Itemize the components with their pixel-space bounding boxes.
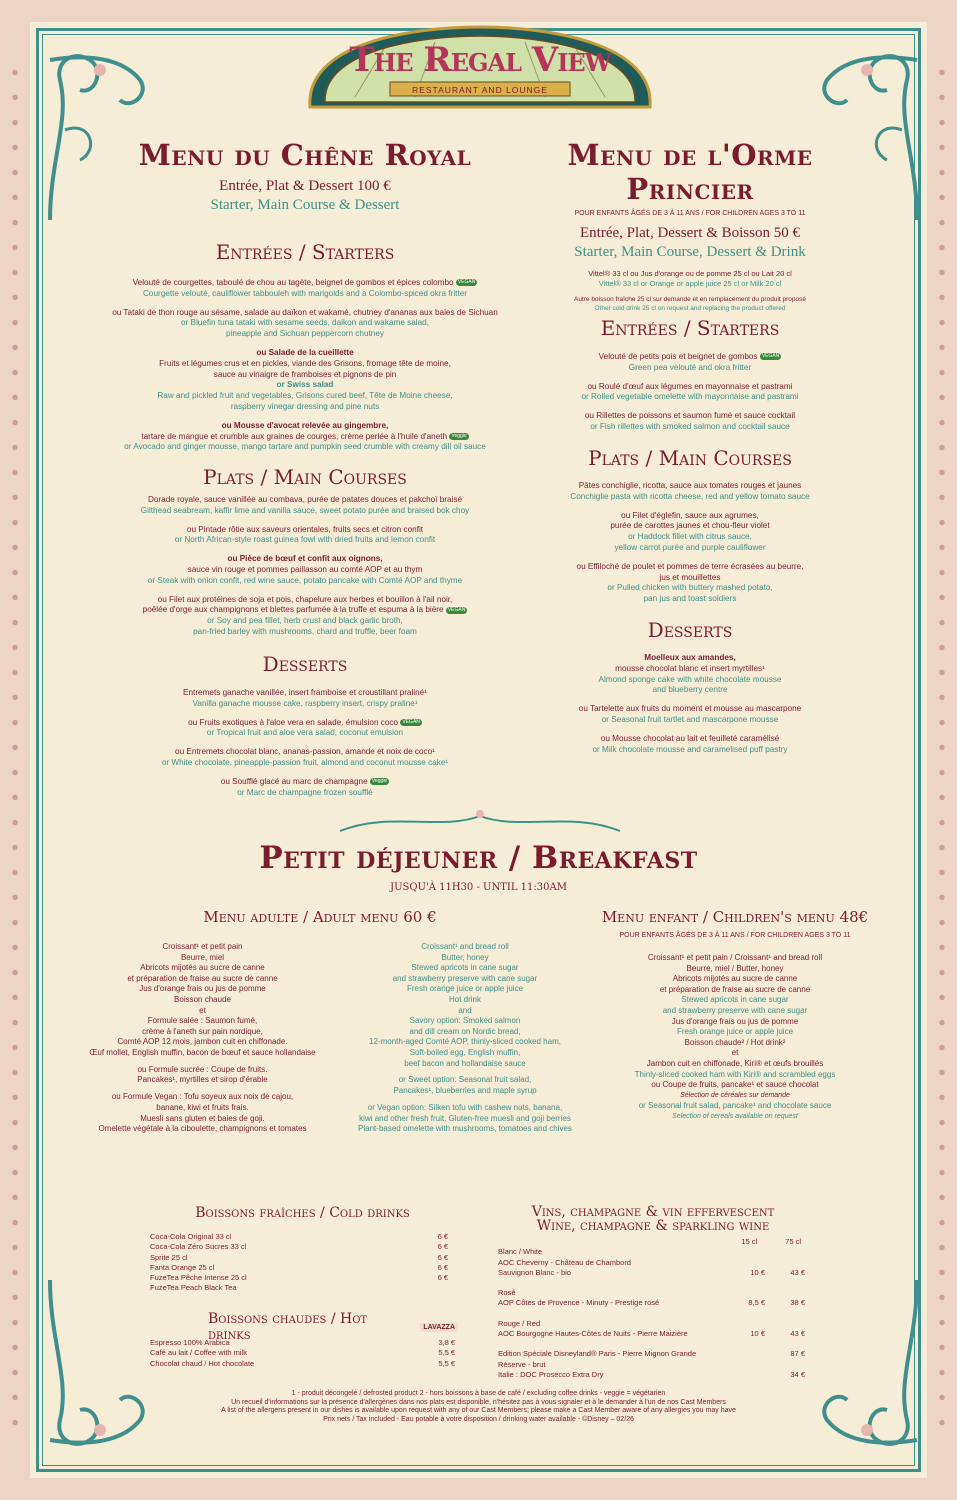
wine-row <box>498 1339 805 1349</box>
item-line: poêlée d'orge aux champignons et blettes parfumée à la truffe et espuma à la bière <box>142 605 444 615</box>
wine-row <box>498 1309 805 1319</box>
drink-name: FuzeTea Pêche Intense 25 cl <box>150 1273 247 1283</box>
wine-price-15cl <box>725 1339 765 1349</box>
drink-price: 6 € <box>437 1252 448 1262</box>
item-line: Almond sponge cake with white chocolate mousse <box>598 674 782 684</box>
item-line: pan-fried barley with mushrooms, chard and truffle, beer foam <box>193 626 417 636</box>
ornament-bottom-left-icon <box>40 1270 150 1460</box>
menu-line: Beurre, miel <box>180 952 225 962</box>
drink-price: 3,8 € <box>438 1338 455 1347</box>
list-item <box>90 747 520 769</box>
menu-line: or Sweet option: Seasonal fruit salad, <box>398 1075 532 1085</box>
item-line: sauce vin rouge et pommes paillasson au comté AOP et au thym <box>187 564 423 574</box>
item-line: ou Tartelette aux fruits du moment et mousse au mascarpone <box>578 704 802 714</box>
veggie-badge-icon: Veggie <box>371 778 388 785</box>
item-line: Velouté de petits pois et beignet de gombos <box>598 352 758 361</box>
item-line: Entremets ganache vanillée, insert framboise et croustillant praliné¹ <box>183 688 427 697</box>
menu-line: Soft-boiled egg, English muffin, <box>409 1047 521 1057</box>
item-line: or Swiss salad <box>276 380 334 390</box>
chene-price-fr: Entrée, Plat & Dessert 100 € <box>219 178 391 194</box>
footer-notes <box>90 1390 867 1424</box>
wine-name: Edition Spéciale Disneyland® Paris - Pierre Mignon Grande Réserve - brut <box>498 1349 697 1369</box>
wine-name: Rouge / Red <box>498 1318 541 1328</box>
wine-row <box>498 1298 805 1308</box>
drink-row <box>150 1242 448 1252</box>
menu-line: Boisson chaude² / Hot drink² <box>684 1037 786 1047</box>
drink-name: Espresso 100% Arabica <box>150 1338 230 1347</box>
footer-line: A list of the allergens present in our dishes is available upon request with any of our Cast Members; please make a Cast Member aware of any allergies you may have <box>221 1407 736 1415</box>
wine-price-15cl <box>725 1370 765 1380</box>
vegan-badge-icon: VEGAN <box>457 279 476 286</box>
wine-row <box>498 1319 805 1329</box>
item-line: or Pulled chicken with buttery mashed potato, <box>607 583 773 593</box>
orme-mains-title: Plats / Main Courses <box>588 446 792 470</box>
vegan-badge-icon: VEGAN <box>761 353 780 360</box>
wine-name: AOC Cheverny - Château de Chambord <box>498 1257 631 1267</box>
item-line: Pâtes conchiglie, ricotta, sauce aux tomates rouges et jaunes <box>578 481 802 490</box>
menu-line: or Vegan option: Silken tofu with cashew nuts, banana, <box>367 1103 563 1113</box>
item-line: or Steak with onion confit, red wine sauce, potato pancake with Comté AOP and thyme <box>147 575 463 585</box>
children-menu-title: Menu enfant / Children's menu 48€ <box>601 908 869 926</box>
item-line: or White chocolate, pineapple-passion fruit, almond and coconut mousse cake¹ <box>161 757 449 767</box>
item-line: or Tropical fruit and aloe vera salad, coconut emulsion <box>206 728 404 738</box>
item-line: ou Pintade rôtie aux saveurs orientales, fruits secs et citron confit <box>186 524 424 534</box>
item-line: and blueberry centre <box>652 685 728 695</box>
menu-line: Croissant¹ et petit pain / Croissant¹ and bread roll <box>647 953 823 962</box>
item-line: Dorade royale, sauce vanillée au combava, purée de patates douces et pakchoï braisé <box>147 495 463 504</box>
menu-line: and strawberry preserve with cane sugar <box>662 1005 808 1015</box>
item-line: raspberry vinegar dressing and pine nuts <box>230 401 380 411</box>
list-item <box>90 495 520 517</box>
wine-col-15cl: 15 cl <box>741 1237 758 1246</box>
menu-line: Butter, honey <box>441 952 489 962</box>
wine-price-15cl <box>725 1309 765 1319</box>
drink-row <box>150 1348 455 1358</box>
list-item <box>90 525 520 547</box>
menu-line: et <box>199 1005 206 1015</box>
wine-price-75cl <box>775 1278 805 1288</box>
item-line: Vanilla ganache mousse cake, raspberry insert, crispy praline¹ <box>192 698 418 708</box>
item-line: Moelleux aux amandes, <box>644 653 736 662</box>
wine-price-15cl <box>725 1349 765 1370</box>
menu-line: crème à l'aneth sur pain nordique, <box>142 1026 263 1036</box>
vegan-badge-icon: VEGAN <box>447 606 466 613</box>
chene-starters-title: Entrées / Starters <box>215 240 395 264</box>
wines-title-en: Wine, champagne & sparkling wine <box>536 1218 770 1234</box>
menu-line: Sélection de céréales sur demande <box>680 1091 790 1099</box>
list-item <box>90 777 520 799</box>
item-line: Raw and pickled fruit and vegetables, Grisons cured beef, Tête de Moine cheese, <box>157 391 453 401</box>
orme-title: Menu de l'Orme Princier <box>567 138 813 206</box>
item-line: or Marc de champagne frozen soufflé <box>237 787 373 797</box>
menu-line: and <box>458 1005 472 1015</box>
cold-drinks-list <box>150 1232 448 1294</box>
wine-row <box>498 1247 805 1257</box>
orme-age: POUR ENFANTS ÂGÉS DE 3 À 11 ANS / FOR CHILDREN AGES 3 TO 11 <box>574 210 806 217</box>
chene-desserts-title: Desserts <box>262 652 348 676</box>
item-line: ou Rillettes de poissons et saumon fumé et sauce cocktail <box>584 411 796 421</box>
menu-line: et préparation de fraise au sucre de canne <box>659 984 811 994</box>
wine-name: Rosé <box>498 1288 516 1298</box>
list-item <box>90 554 520 586</box>
wine-row <box>498 1268 805 1278</box>
drink-row <box>150 1359 455 1369</box>
orme-starters-title: Entrées / Starters <box>600 316 780 340</box>
wine-price-15cl <box>725 1258 765 1268</box>
list-item <box>505 704 875 726</box>
right-dot-border <box>939 60 945 1440</box>
item-line: ou Mousse chocolat au lait et feuilleté caramélisé <box>600 733 780 743</box>
item-line: ou Mousse d'avocat relevée au gingembre, <box>221 420 389 430</box>
menu-line: Jus d'orange frais ou jus de pomme <box>139 984 266 994</box>
item-line: sauce au vinaigre de framboises et pignons de pin <box>213 369 397 379</box>
orme-other-fr: Autre boisson fraîche 25 cl sur demande et en remplacement du produit proposé <box>574 296 806 303</box>
footer-line: 1 - produit décongelé / defrosted product 2 - hors boissons à base de café / excluding coffee drinks - veggie = végétarien <box>291 1390 666 1397</box>
drink-price: 6 € <box>437 1273 448 1283</box>
wine-price-75cl: 43 € <box>790 1329 805 1339</box>
drink-name: Chocolat chaud / Hot chocolate <box>150 1358 255 1368</box>
wine-name: Blanc / White <box>498 1247 543 1257</box>
list-item <box>505 481 875 503</box>
drink-name: Café au lait / Coffee with milk <box>150 1348 247 1358</box>
menu-line: Omelette végétale à la ciboulette, champignons et tomates <box>98 1124 307 1134</box>
item-line: or Avocado and ginger mousse, mango tartare and pumpkin seed crumble with creamy dill oil sauce <box>124 442 486 452</box>
wine-price-15cl: 10 € <box>750 1329 765 1339</box>
item-line: Green pea velouté and okra fritter <box>628 362 752 372</box>
list-item <box>505 382 875 404</box>
menu-line: Pancakes¹, blueberries and maple syrup <box>393 1086 537 1096</box>
orme-drinks-en: Vittel® 33 cl or Orange or apple juice 25 cl or Milk 20 cl <box>598 279 782 288</box>
drink-name: Fanta Orange 25 cl <box>150 1262 215 1272</box>
list-item <box>90 308 520 340</box>
hot-drinks-list <box>150 1338 455 1369</box>
item-line: pineapple and Sichuan peppercorn chutney <box>226 329 384 339</box>
menu-line: Savory option: Smoked salmon <box>409 1016 521 1026</box>
item-line: or Soy and pea fillet, herb crust and black garlic broth, <box>207 616 403 626</box>
vegan-badge-icon: VEGAN <box>402 718 420 725</box>
veggie-badge-icon: Veggie <box>451 432 467 439</box>
drink-price: 5,5 € <box>438 1358 455 1368</box>
list-item <box>90 421 520 453</box>
wine-price-75cl <box>775 1258 805 1268</box>
menu-line: Jus d'orange frais ou jus de pomme <box>671 1016 799 1026</box>
adult-menu-en <box>320 942 610 1135</box>
drink-row <box>150 1253 448 1263</box>
children-menu-list <box>590 953 880 1123</box>
wine-price-75cl <box>775 1309 805 1319</box>
menu-line: Beurre, miel / Butter, honey <box>686 963 784 973</box>
menu-line: ou Formule sucrée : Coupe de fruits. <box>137 1064 268 1074</box>
wine-price-75cl <box>775 1288 805 1298</box>
menu-line: and strawberry preserve with cane sugar <box>392 973 538 983</box>
lavazza-logo: LAVAZZA <box>420 1323 458 1332</box>
children-menu-age: POUR ENFANTS ÂGÉS DE 3 À 11 ANS / FOR CHILDREN AGES 3 TO 11 <box>619 932 851 939</box>
menu-line: Fresh orange juice or apple juice <box>406 984 524 994</box>
hot-drinks-title: Boissons chaudes / Hot drinks <box>208 1311 368 1343</box>
list-item <box>90 718 520 740</box>
menu-line: banane, kiwi et fruits frais. <box>156 1103 249 1113</box>
divider-ornament-icon <box>330 806 630 836</box>
drink-row <box>150 1283 448 1293</box>
logo-title: The Regal View <box>349 40 611 80</box>
item-line: ou Filet aux protéines de soja et pois, chapelure aux herbes et bouillon à l'ail noir, <box>157 594 453 604</box>
breakfast-title: Petit déjeuner / Breakfast <box>259 840 698 876</box>
menu-line: Formule salée : Saumon fumé, <box>147 1016 258 1026</box>
wine-row <box>498 1329 805 1339</box>
menu-line: kiwi and other fresh fruit, Gluten-free muesli and goji berries <box>359 1113 571 1123</box>
wine-row <box>498 1278 805 1288</box>
wine-price-75cl: 87 € <box>790 1349 805 1359</box>
drink-price: 6 € <box>437 1262 448 1272</box>
drink-price: 6 € <box>437 1242 448 1252</box>
menu-line: Selection of cereals available on request <box>672 1112 798 1120</box>
wine-price-75cl <box>775 1339 805 1349</box>
wine-header-row <box>498 1237 805 1247</box>
wine-price-75cl <box>775 1319 805 1329</box>
list-item <box>505 352 875 374</box>
orme-desserts-title: Desserts <box>647 618 733 642</box>
chene-title: Menu du Chêne Royal <box>138 138 472 172</box>
item-line: jus et mouillettes <box>659 572 721 582</box>
item-line: ou Salade de la cueillette <box>256 347 354 357</box>
list-item <box>505 653 875 696</box>
wines-title-fr: Vins, champagne & vin effervescent <box>531 1204 775 1220</box>
list-item <box>90 595 520 638</box>
item-line: ou Filet d'églefin, sauce aux agrumes, <box>621 510 759 520</box>
menu-line: Abricots mijotés au sucre de canne <box>672 974 798 984</box>
item-line: ou Entremets chocolat blanc, ananas-passion, amande et noix de coco¹ <box>175 747 435 757</box>
item-line: or Fish rillettes with smoked salmon and cocktail sauce <box>590 421 790 431</box>
item-line: yellow carrot purée and purple cauliflower <box>614 542 766 552</box>
logo-subtitle: RESTAURANT AND LOUNGE <box>412 85 548 95</box>
drink-price: 6 € <box>437 1232 448 1241</box>
item-line: mousse chocolat blanc et insert myrtilles¹ <box>615 663 765 673</box>
menu-line: Thinly-sliced cooked ham with Kiri® and scrambled eggs <box>634 1069 836 1079</box>
wine-price-75cl: 34 € <box>790 1369 805 1379</box>
wine-price-15cl <box>725 1319 765 1329</box>
wine-price-75cl <box>775 1247 805 1257</box>
drink-row <box>150 1232 448 1242</box>
list-item <box>90 348 520 391</box>
wine-col-75cl: 75 cl <box>785 1237 801 1246</box>
item-line: tartare de mangue et crumble aux graines de courges, crème perlée à l'huile d'aneth <box>141 431 448 441</box>
item-line: Conchiglie pasta with ricotta cheese, red and yellow tomato sauce <box>570 491 810 501</box>
wine-name: Italie : DOC Prosecco Extra Dry <box>498 1369 604 1379</box>
drink-row <box>150 1338 455 1348</box>
chene-mains-title: Plats / Main Courses <box>203 465 407 489</box>
item-line: ou Tataki de thon rouge au sésame, salade au daïkon et wakamé, chutney d'ananas aux baies de Sichuan <box>112 307 498 317</box>
menu-line: and dill cream on Nordic bread, <box>409 1026 521 1036</box>
adult-menu-title: Menu adulte / Adult menu 60 € <box>203 908 437 926</box>
menu-line: beef bacon and hollandaise sauce <box>404 1058 526 1068</box>
menu-line: Jambon cuit en chiffonade, Kiri® et œufs brouillés <box>646 1058 824 1068</box>
ornament-bottom-right-icon <box>817 1270 927 1460</box>
menu-line: et préparation de fraise au sucre de canne <box>127 973 278 983</box>
item-line: or North African-style roast guinea fowl with dried fruits and lemon confit <box>174 535 436 545</box>
item-line: ou Roulé d'œuf aux légumes en mayonnaise et pastrami <box>587 381 793 391</box>
wine-row <box>498 1258 805 1268</box>
drink-name: FuzeTea Peach Black Tea <box>150 1283 237 1293</box>
menu-line: ou Coupe de fruits, pancake¹ et sauce chocolat <box>651 1080 819 1090</box>
list-item <box>505 411 875 433</box>
menu-line: ou Formule Vegan : Tofu soyeux aux noix de cajou, <box>111 1092 294 1102</box>
drink-row <box>150 1273 448 1283</box>
breakfast-section <box>90 840 867 893</box>
orme-price-fr: Entrée, Plat, Dessert & Boisson 50 € <box>580 225 800 241</box>
wine-row <box>498 1349 805 1370</box>
chene-mains-list <box>90 495 520 646</box>
drink-row <box>150 1263 448 1273</box>
item-line: or Seasonal fruit tartlet and mascarpone mousse <box>601 714 779 724</box>
breakfast-until: JUSQU'À 11H30 - UNTIL 11:30AM <box>390 882 567 893</box>
drink-name: Sprite 25 cl <box>150 1252 188 1262</box>
menu-line: Stewed apricots in cane sugar <box>411 963 519 973</box>
wine-price-75cl: 43 € <box>790 1267 805 1277</box>
item-line: or Milk chocolate mousse and caramelised puff pastry <box>592 744 788 754</box>
menu-line: Boisson chaude <box>174 994 231 1004</box>
drink-name: Coca-Cola Original 33 cl <box>150 1232 232 1241</box>
menu-line: Comté AOP 12 mois, jambon cuit en chiffonade. <box>117 1037 288 1047</box>
drink-name: Coca-Cola Zéro Sucres 33 cl <box>150 1242 247 1252</box>
menu-orme-princier <box>505 138 875 313</box>
wine-name: AOP Côtes de Provence - Minuty - Prestige rosé <box>498 1298 660 1308</box>
cold-drinks-title: Boissons fraîches / Cold drinks <box>195 1205 410 1221</box>
wine-row <box>498 1288 805 1298</box>
wine-name: AOC Bourgogne Hautes-Côtes de Nuits - Pierre Maizière <box>498 1329 688 1339</box>
item-line: Fruits et légumes crus et en pickles, viande des Grisons, fromage tête de moine, <box>159 358 451 368</box>
item-line: or Bluefin tuna tataki with sesame seeds, daikon and wakame salad, <box>180 318 430 328</box>
footer-line: Un recueil d'informations sur la présence d'allergènes dans nos plats est disponible, n'hésitez pas à vous signaler et à le demander à l'un de nos Cast Members <box>231 1398 726 1406</box>
footer-line: Prix nets / Tax included - Eau potable à votre disposition / drinking water available - ©Disney – 02/26 <box>323 1415 634 1423</box>
wine-price-15cl: 8,5 € <box>748 1298 765 1308</box>
chene-desserts-list <box>90 688 520 806</box>
wines-list <box>498 1237 805 1380</box>
menu-line: Abricots mijotés au sucre de canne <box>140 963 265 973</box>
wine-price-75cl: 38 € <box>790 1298 805 1308</box>
menu-line: Pancakes¹, myrtilles et sirop d'érable <box>137 1075 268 1085</box>
menu-chene-royal <box>90 138 520 214</box>
list-item <box>505 734 875 756</box>
wines-header <box>498 1205 808 1233</box>
menu-line: or Seasonal fruit salad, pancake¹ and chocolate sauce <box>638 1101 832 1111</box>
menu-line: Plant-based omelette with mushrooms, tomatoes and chives <box>358 1124 572 1134</box>
wine-price-15cl <box>725 1278 765 1288</box>
item-line: ou Effiloché de poulet et pommes de terre écrasées au beurre, <box>576 561 804 571</box>
orme-price-en: Starter, Main Course, Dessert & Drink <box>574 244 806 260</box>
wine-row <box>498 1370 805 1380</box>
left-dot-border <box>12 60 18 1440</box>
orme-starters-list <box>505 352 875 441</box>
chene-price-en: Starter, Main Course & Dessert <box>210 197 400 213</box>
menu-line: Fresh orange juice or apple juice <box>676 1027 794 1037</box>
menu-line: et <box>731 1048 739 1058</box>
item-line: purée de carottes jaunes et chou-fleur violet <box>610 521 770 531</box>
menu-line: Croissant¹ and bread roll <box>421 942 509 951</box>
list-item <box>90 688 520 710</box>
item-line: or Rolled vegetable omelette with mayonnaise and pastrami <box>581 392 799 402</box>
item-line: ou Fruits exotiques à l'aloe vera en salade, émulsion coco <box>188 717 399 727</box>
chene-starters-list <box>90 278 520 461</box>
item-line: Gilthead seabream, kaffir lime and vanilla sauce, sweet potato purée and braised bok choy <box>140 505 470 515</box>
list-item <box>505 511 875 554</box>
list-item <box>90 278 520 300</box>
menu-line: Œuf mollet, English muffin, bacon de bœuf et sauce hollandaise <box>89 1047 316 1057</box>
list-item <box>90 391 520 413</box>
item-line: ou Soufflé glacé au marc de champagne <box>220 776 368 786</box>
item-line: or Haddock fillet with citrus sauce, <box>628 532 752 542</box>
item-line: Velouté de courgettes, taboulé de chou au tagète, beignet de gombos et épices colombo <box>132 278 454 287</box>
wine-price-15cl <box>725 1247 765 1257</box>
wine-price-15cl: 10 € <box>750 1267 765 1277</box>
item-line: ou Pièce de bœuf et confit aux oignons, <box>227 554 383 564</box>
menu-line: Croissant¹ et petit pain <box>162 942 243 951</box>
drink-price: 5,5 € <box>438 1348 455 1358</box>
menu-line: 12-month-aged Comté AOP, thinly-sliced cooked ham, <box>369 1037 561 1047</box>
menu-line: Hot drink <box>448 994 481 1004</box>
item-line: pan jus and toast soldiers <box>643 594 737 604</box>
adult-menu-fr <box>60 942 345 1135</box>
menu-line: Muesli sans gluten et baies de goji. <box>140 1113 265 1123</box>
item-line: Courgette velouté, cauliflower tabbouleh with marigolds and a Colombo-spiced okra fritter <box>142 288 468 298</box>
list-item <box>505 562 875 605</box>
wine-price-15cl <box>725 1288 765 1298</box>
orme-mains-list <box>505 481 875 613</box>
orme-other-en: Other cold drink 25 cl on request and replacing the product offered <box>594 304 786 312</box>
orme-desserts-list <box>505 653 875 763</box>
wine-name: Sauvignon Blanc - bio <box>498 1267 571 1277</box>
orme-drinks-fr: Vittel® 33 cl ou Jus d'orange ou de pomme 25 cl ou Lait 20 cl <box>588 269 792 278</box>
menu-line: Stewed apricots in cane sugar <box>681 995 789 1005</box>
